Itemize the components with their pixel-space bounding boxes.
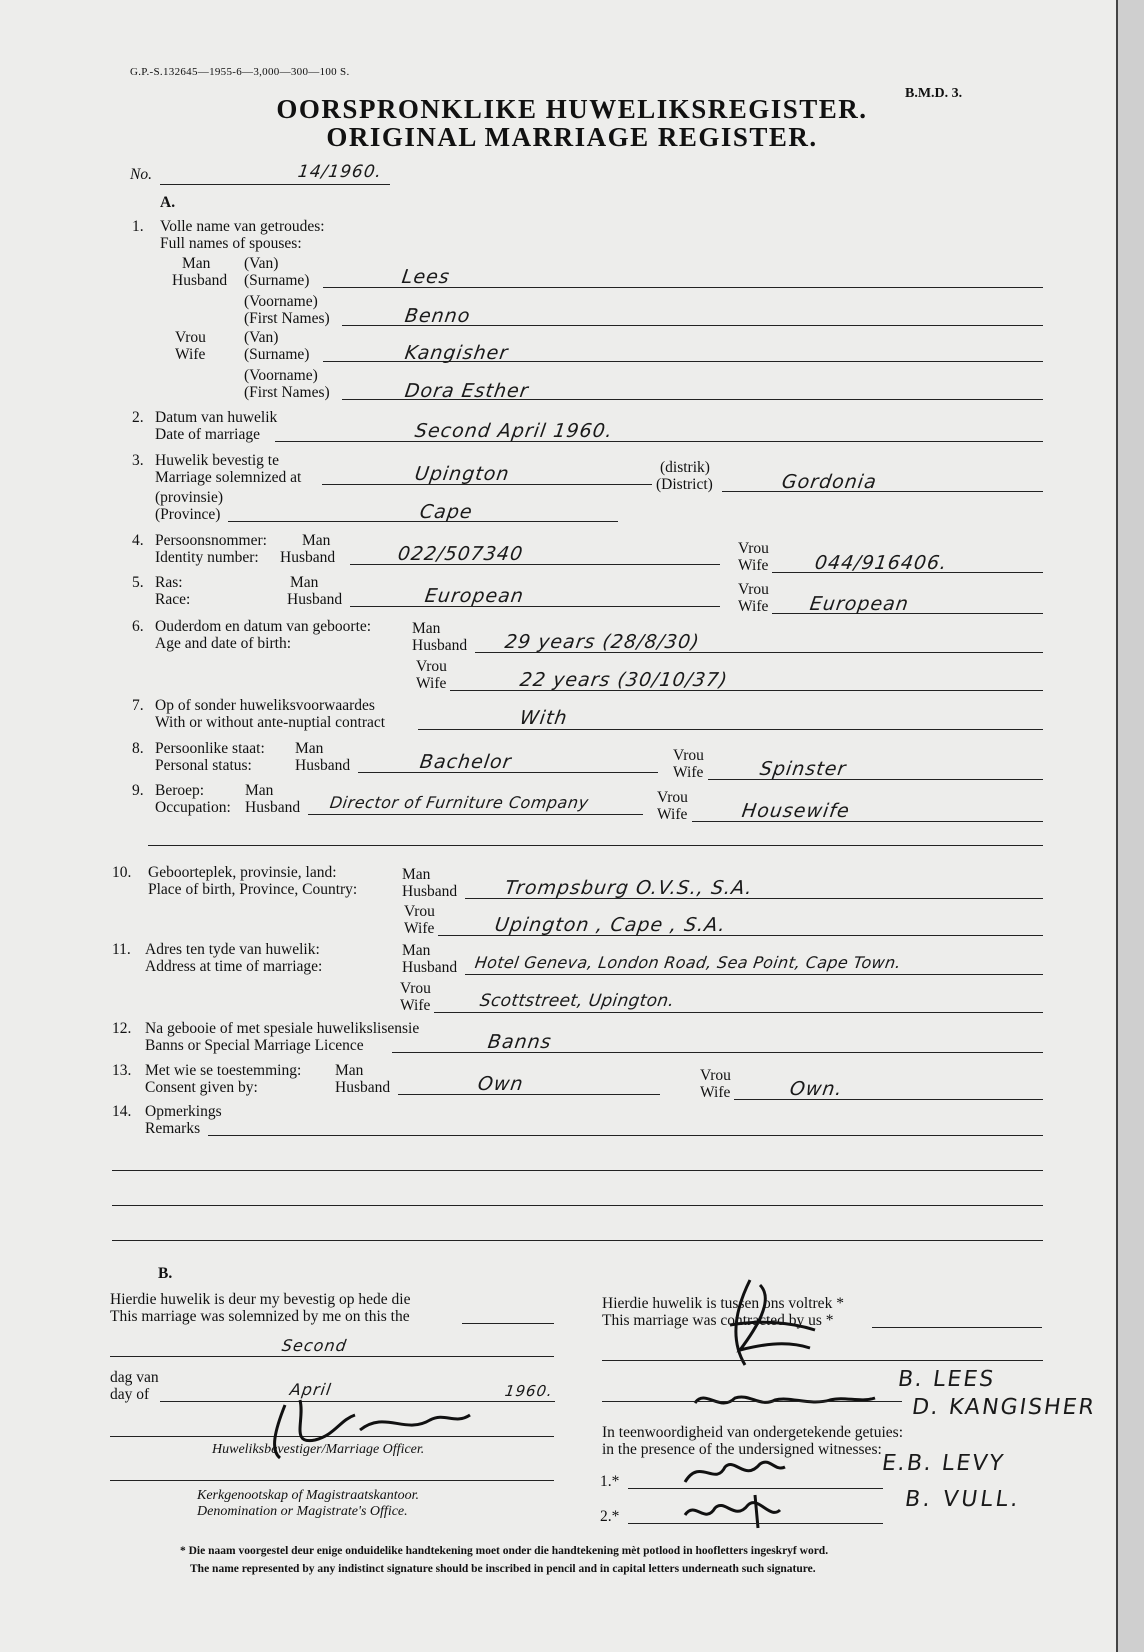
wife-consent-value: Own. <box>788 1078 845 1100</box>
contracted-af: Hierdie huwelik is tussen ons voltrek * <box>602 1295 844 1312</box>
q3-number: 3. <box>132 452 144 469</box>
section-b-label: B. <box>158 1265 173 1282</box>
q5-man: Man <box>290 574 319 591</box>
q8-man: Man <box>295 740 324 757</box>
q4-vrou: Vrou <box>738 540 769 557</box>
wife-address-line <box>434 1012 1043 1013</box>
q11-vrou: Vrou <box>400 980 431 997</box>
date-of-marriage-value: Second April 1960. <box>413 420 615 442</box>
husband-age-value: 29 years (28/8/30) <box>503 631 702 653</box>
wife-occupation-value: Housewife <box>740 800 852 822</box>
dag-van: dag van <box>110 1369 159 1386</box>
q9-man: Man <box>245 782 274 799</box>
q2-label-en: Date of marriage <box>155 426 260 443</box>
q6-wife: Wife <box>416 675 447 692</box>
q14-label-en: Remarks <box>145 1120 201 1137</box>
q6-vrou: Vrou <box>416 658 447 675</box>
q6-label-af: Ouderdom en datum van geboorte: <box>155 618 372 635</box>
q3-label-af: Huwelik bevestig te <box>155 452 279 469</box>
q3-district-en: (District) <box>656 476 713 493</box>
q5-vrou: Vrou <box>738 581 769 598</box>
husband-race-value: European <box>423 585 526 607</box>
q10-label-af: Geboorteplek, provinsie, land: <box>148 864 337 881</box>
wife-consent-line <box>734 1099 1043 1100</box>
q13-label-af: Met wie se toestemming: <box>145 1062 302 1079</box>
q3-label-en: Marriage solemnized at <box>155 469 302 486</box>
q5-wife: Wife <box>738 598 769 615</box>
wife-id-value: 044/916406. <box>813 552 949 574</box>
q1-first-names-2: (First Names) <box>244 384 330 401</box>
q10-label-en: Place of birth, Province, Country: <box>148 881 358 898</box>
q7-label-en: With or without ante-nuptial contract <box>155 714 386 731</box>
province-value: Cape <box>418 501 475 523</box>
q6-man: Man <box>412 620 441 637</box>
remarks-line-4 <box>112 1240 1043 1241</box>
contract-value: With <box>518 707 570 729</box>
husband-first-value: Benno <box>403 305 472 327</box>
q11-man: Man <box>402 942 431 959</box>
q4-husband: Husband <box>280 549 336 566</box>
husband-signature <box>700 1270 830 1380</box>
q7-label-af: Op of sonder huweliksvoorwaardes <box>155 697 375 714</box>
q11-label-en: Address at time of marriage: <box>145 958 323 975</box>
contracted-end-line <box>872 1327 1042 1328</box>
husband-surname-value: Lees <box>400 266 452 288</box>
remarks-line-2 <box>112 1170 1043 1171</box>
wife-signature <box>690 1378 890 1418</box>
banns-value: Banns <box>486 1031 554 1053</box>
q13-husband: Husband <box>335 1079 391 1096</box>
q13-label-en: Consent given by: <box>145 1079 258 1096</box>
place-value: Upington <box>413 463 512 485</box>
husband-address-value: Hotel Geneva, London Road, Sea Point, Cape Town. <box>473 953 903 972</box>
wife-status-value: Spinster <box>758 758 848 780</box>
q13-wife: Wife <box>700 1084 731 1101</box>
district-value: Gordonia <box>780 471 879 493</box>
q5-husband: Husband <box>287 591 343 608</box>
q10-vrou: Vrou <box>404 903 435 920</box>
q12-label-af: Na gebooie of met spesiale huwelikslisensie <box>145 1020 420 1037</box>
q13-man: Man <box>335 1062 364 1079</box>
husband-consent-value: Own <box>476 1073 526 1095</box>
section-a-label: A. <box>160 194 176 211</box>
solemnized-en: This marriage was solemnized by me on this the <box>110 1308 410 1325</box>
wife-age-value: 22 years (30/10/37) <box>518 669 730 691</box>
footnote-af: * Die naam voorgestel deur enige onduidelike handtekening moet onder die handtekening mèt potlood in hoofletters ingeskryf word. <box>180 1545 829 1557</box>
q1-vrou: Vrou <box>175 329 206 346</box>
q4-label-en: Identity number: <box>155 549 259 566</box>
husband-status-value: Bachelor <box>418 751 514 773</box>
wife-signature-line <box>602 1401 902 1402</box>
q11-label-af: Adres ten tyde van huwelik: <box>145 941 320 958</box>
q8-vrou: Vrou <box>673 747 704 764</box>
solemnized-end-line <box>462 1323 554 1324</box>
q11-number: 11. <box>112 941 131 958</box>
q10-number: 10. <box>112 864 132 881</box>
wife-address-value: Scottstreet, Upington. <box>478 991 676 1011</box>
title-af: OORSPRONKLIKE HUWELIKSREGISTER. <box>276 94 868 124</box>
q10-wife: Wife <box>404 920 435 937</box>
q6-label-en: Age and date of birth: <box>155 635 292 652</box>
year-value: 1960. <box>503 1382 555 1400</box>
wife-race-value: European <box>808 593 911 615</box>
q13-number: 13. <box>112 1062 132 1079</box>
husband-occupation-value: Director of Furniture Company <box>328 793 590 812</box>
witness-2-number: 2.* <box>600 1508 620 1525</box>
q11-wife: Wife <box>400 997 431 1014</box>
officer-signature <box>245 1390 505 1470</box>
witness-1-number: 1.* <box>600 1473 620 1490</box>
q12-number: 12. <box>112 1020 132 1037</box>
form-code: B.M.D. 3. <box>905 86 963 101</box>
q1-label-en: Full names of spouses: <box>160 235 302 252</box>
husband-birthplace-value: Trompsburg O.V.S., S.A. <box>503 877 755 899</box>
solemnized-af: Hierdie huwelik is deur my bevestig op hede die <box>110 1291 411 1308</box>
q5-number: 5. <box>132 574 144 591</box>
remarks-line-3 <box>112 1205 1043 1206</box>
witnesses-af: In teenwoordigheid van ondergetekende getuies: <box>602 1424 904 1441</box>
q1-voorname-2: (Voorname) <box>244 367 318 384</box>
denomination-line <box>110 1480 554 1481</box>
q1-van-2: (Van) <box>244 329 279 346</box>
q8-husband: Husband <box>295 757 351 774</box>
q1-first-names-1: (First Names) <box>244 310 330 327</box>
q12-label-en: Banns or Special Marriage Licence <box>145 1037 364 1054</box>
q9-wife: Wife <box>657 806 688 823</box>
witnesses-en: in the presence of the undersigned witnesses: <box>602 1441 882 1458</box>
day-value: Second <box>280 1336 349 1355</box>
q1-surname: (Surname) <box>244 272 310 289</box>
q1-husband: Husband <box>172 272 228 289</box>
q9-vrou: Vrou <box>657 789 688 806</box>
q4-man: Man <box>302 532 331 549</box>
witness-1-line <box>628 1488 883 1489</box>
q14-label-af: Opmerkings <box>145 1103 222 1120</box>
husband-consent-line <box>398 1094 660 1095</box>
q1-surname-2: (Surname) <box>244 346 310 363</box>
day-line <box>110 1356 554 1357</box>
no-label: No. <box>130 166 152 183</box>
q6-husband: Husband <box>412 637 468 654</box>
wife-birthplace-value: Upington , Cape , S.A. <box>493 914 728 936</box>
husband-address-line <box>465 974 1043 975</box>
title-en: ORIGINAL MARRIAGE REGISTER. <box>326 122 818 152</box>
contract-line <box>418 729 1043 730</box>
q3-province-af: (provinsie) <box>155 489 224 506</box>
denomination-af: Kerkgenootskap of Magistraatskantoor. <box>197 1488 420 1503</box>
no-line <box>160 184 390 185</box>
witness-2-signature <box>680 1490 790 1530</box>
q10-man: Man <box>402 866 431 883</box>
q2-number: 2. <box>132 409 144 426</box>
q11-husband: Husband <box>402 959 458 976</box>
print-code: G.P.-S.132645—1955-6—3,000—300—100 S. <box>130 66 350 78</box>
q4-label-af: Persoonsnommer: <box>155 532 267 549</box>
q2-label-af: Datum van huwelik <box>155 409 278 426</box>
q10-husband: Husband <box>402 883 458 900</box>
q8-number: 8. <box>132 740 144 757</box>
husband-signature-line <box>602 1360 1043 1361</box>
occupation-extra-line <box>148 845 1043 846</box>
q7-number: 7. <box>132 697 144 714</box>
q1-label-af: Volle name van getroudes: <box>160 218 325 235</box>
printed-husband-name: B. LEES <box>896 1367 997 1392</box>
husband-id-value: 022/507340 <box>396 543 525 565</box>
q1-van: (Van) <box>244 255 279 272</box>
q9-label-en: Occupation: <box>155 799 231 816</box>
q1-wife: Wife <box>175 346 206 363</box>
contracted-en: This marriage was contracted by us * <box>602 1312 834 1329</box>
q4-wife: Wife <box>738 557 769 574</box>
q5-label-af: Ras: <box>155 574 183 591</box>
wife-first-value: Dora Esther <box>403 380 531 402</box>
officer-label: Huweliksbevestiger/Marriage Officer. <box>212 1442 425 1457</box>
scan-edge <box>1116 0 1144 1652</box>
q8-wife: Wife <box>673 764 704 781</box>
q6-number: 6. <box>132 618 144 635</box>
q9-number: 9. <box>132 782 144 799</box>
q13-vrou: Vrou <box>700 1067 731 1084</box>
husband-race-line <box>350 606 720 607</box>
q9-husband: Husband <box>245 799 301 816</box>
month-value: April <box>288 1380 333 1399</box>
husband-occupation-line <box>308 814 643 815</box>
date-line <box>275 441 1043 442</box>
q1-number: 1. <box>132 218 144 235</box>
wife-surname-value: Kangisher <box>403 342 510 364</box>
register-number: 14/1960. <box>296 162 384 182</box>
witness-1-signature <box>680 1452 790 1492</box>
q1-man: Man <box>182 255 211 272</box>
remarks-line-1 <box>208 1135 1043 1136</box>
q3-district-af: (distrik) <box>660 459 710 476</box>
district-line <box>722 491 1043 492</box>
day-of: day of <box>110 1386 150 1403</box>
witness-1-printed: E.B. LEVY <box>880 1451 1007 1476</box>
footnote-en: The name represented by any indistinct signature should be inscribed in pencil and in capital letters underneath such signature. <box>190 1563 816 1575</box>
q3-province-en: (Province) <box>155 506 221 523</box>
q14-number: 14. <box>112 1103 132 1120</box>
q5-label-en: Race: <box>155 591 191 608</box>
printed-wife-name: D. KANGISHER <box>910 1395 1098 1420</box>
witness-2-line <box>628 1523 883 1524</box>
q9-label-af: Beroep: <box>155 782 205 799</box>
q1-voorname-1: (Voorname) <box>244 293 318 310</box>
q4-number: 4. <box>132 532 144 549</box>
witness-2-printed: B. VULL. <box>903 1487 1023 1512</box>
denomination-en: Denomination or Magistrate's Office. <box>197 1504 408 1519</box>
q8-label-af: Persoonlike staat: <box>155 740 265 757</box>
q8-label-en: Personal status: <box>155 757 252 774</box>
